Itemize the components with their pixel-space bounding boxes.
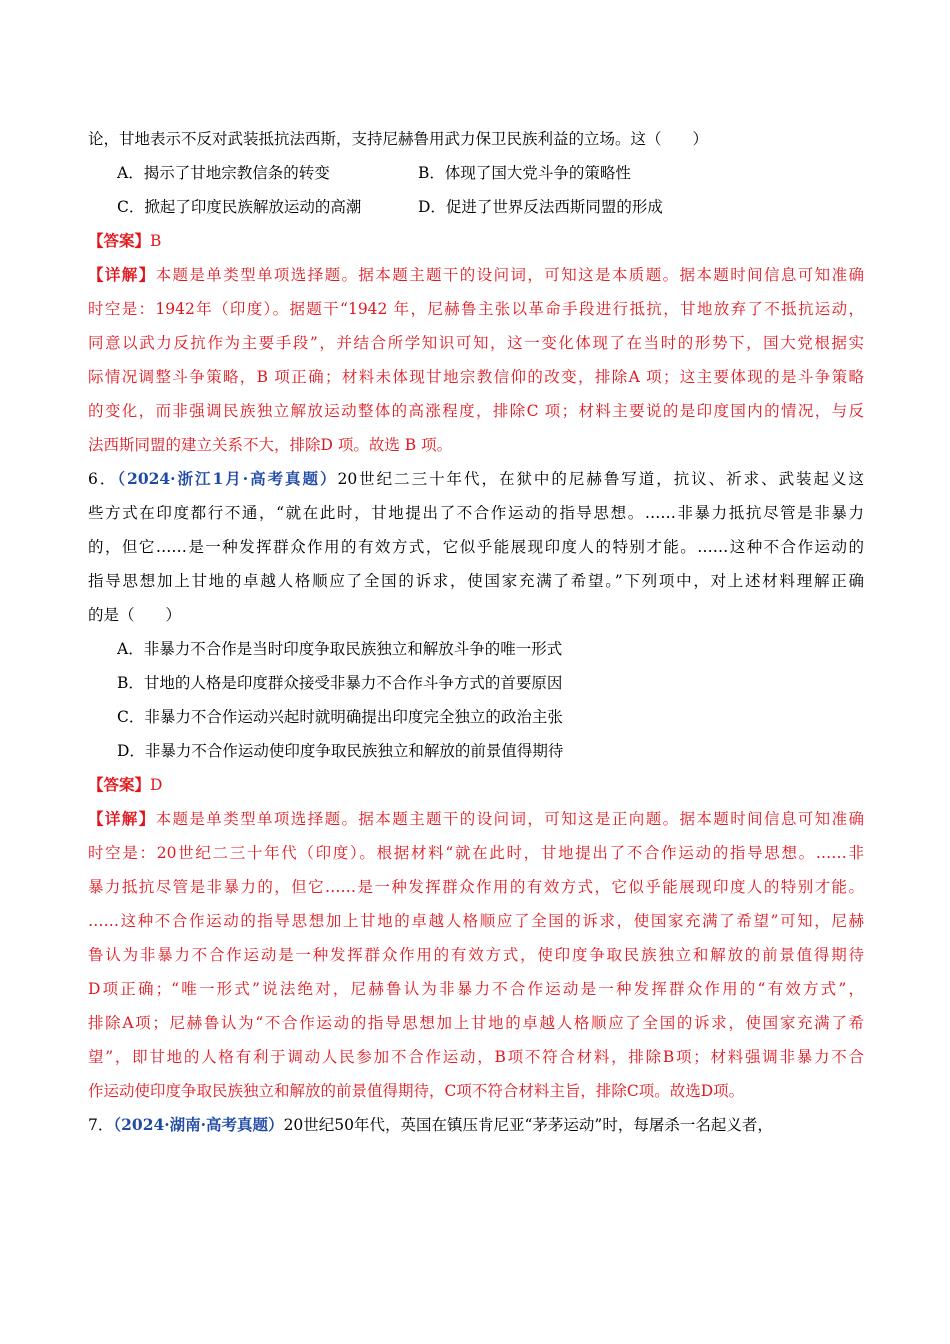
q5-detail-line: [88, 258, 864, 292]
q6-stem-line: 指导思想加上甘地的卓越人格顺应了全国的诉求，使国家充满了希望。”下列项中，对上述材料理解正确: [88, 572, 864, 590]
document-page: [88, 122, 864, 1142]
q7-number: 7．: [88, 1116, 114, 1134]
detail-label: 【详解】: [88, 265, 156, 284]
q6-option-a: A．非暴力不合作是当时印度争取民族独立和解放斗争的唯一形式: [117, 640, 563, 658]
q6-detail-line: 鲁认为非暴力不合作运动是一种发挥群众作用的有效方式，使印度争取民族独立和解放的前景值得期待: [88, 946, 864, 964]
q6-stem-line: 些方式在印度都行不通，“就在此时，甘地提出了不合作运动的指导思想。……非暴力抵抗尽管是非暴力: [88, 504, 864, 522]
answer-label: 【答案】: [88, 775, 151, 794]
q6-option-b: B．甘地的人格是印度群众接受非暴力不合作斗争方式的首要原因: [117, 674, 563, 692]
q7-stem-line: [88, 1108, 864, 1142]
answer-value: D: [150, 776, 163, 794]
q6-detail-line: 望”，即甘地的人格有利于调动人民参加不合作运动，B项不符合材料，排除B项；材料强调非暴力不合: [88, 1048, 864, 1066]
q6-stem-line: 的是（ ）: [88, 606, 182, 624]
q6-option-d: D．非暴力不合作运动使印度争取民族独立和解放的前景值得期待: [117, 742, 564, 760]
q5-option-a: A．揭示了甘地宗教信条的转变: [117, 164, 330, 182]
q6-number: 6．: [88, 470, 118, 488]
q6-stem-line: [88, 462, 864, 496]
q6-detail-line: D项正确；“唯一形式”说法绝对，尼赫鲁认为非暴力不合作运动是一种发挥群众作用的“有效方式”，: [88, 980, 864, 998]
q5-answer: [88, 224, 864, 258]
q6-detail-line: [88, 802, 864, 836]
q5-detail-line: 时空是：1942年（印度）。据题干“1942 年，尼赫鲁主张以革命手段进行抵抗，甘地放弃了不抵抗运动，: [88, 300, 864, 318]
q5-detail-line: 际情况调整斗争策略，B 项正确；材料未体现甘地宗教信仰的改变，排除A 项；这主要体现的是斗争策略: [88, 368, 864, 386]
q7-stem-text: 20世纪50年代，英国在镇压肯尼亚“茅茅运动”时，每屠杀一名起义者，: [283, 1116, 773, 1134]
q5-stem: 论，甘地表示不反对武装抵抗法西斯，支持尼赫鲁用武力保卫民族利益的立场。这（ ）: [88, 130, 709, 148]
q6-detail-line: 时空是：20世纪二三十年代（印度）。根据材料“就在此时，甘地提出了不合作运动的指导思想。……非: [88, 844, 864, 862]
q6-option-c: C．非暴力不合作运动兴起时就明确提出印度完全独立的政治主张: [117, 708, 563, 726]
q5-option-d: D．促进了世界反法西斯同盟的形成: [418, 198, 663, 216]
q6-answer: [88, 768, 864, 802]
detail-text: 本题是单类型单项选择题。据本题主题干的设问词，可知这是本质题。据本题时间信息可知准确: [155, 266, 864, 284]
q6-stem-line: 的，但它……是一种发挥群众作用的有效方式，它似乎能展现印度人的特别才能。……这种不合作运动的: [88, 538, 864, 556]
q6-detail-line: 作运动使印度争取民族独立和解放的前景值得期待，C项不符合材料主旨，排除C项。故选D项。: [88, 1082, 745, 1100]
q5-option-c: C．掀起了印度民族解放运动的高潮: [117, 198, 362, 216]
answer-label: 【答案】: [88, 231, 151, 250]
q6-source: （2024·浙江1月·高考真题）: [117, 469, 338, 488]
q6-stem-text: 20世纪二三十年代，在狱中的尼赫鲁写道，抗议、祈求、武装起义这: [337, 470, 864, 488]
q5-options-row-2: [88, 190, 864, 224]
detail-label: 【详解】: [88, 809, 156, 828]
q6-detail-line: 排除A项；尼赫鲁认为“不合作运动的指导思想加上甘地的卓越人格顺应了全国的诉求，使国家充满了希: [88, 1014, 864, 1032]
answer-value: B: [150, 232, 162, 250]
q6-detail-line: 暴力抵抗尽管是非暴力的，但它……是一种发挥群众作用的有效方式，它似乎能展现印度人的特别才能。: [88, 878, 864, 896]
detail-text: 本题是单类型单项选择题。据本题主题干的设问词，可知这是正向题。据本题时间信息可知准确: [155, 810, 864, 828]
q5-options-row-1: [88, 156, 864, 190]
q5-detail-line: 同意以武力反抗作为主要手段”，并结合所学知识可知，这一变化体现了在当时的形势下，国大党根据实: [88, 334, 864, 352]
q7-source: （2024·湖南·高考真题）: [113, 1115, 284, 1134]
q5-option-b: B．体现了国大党斗争的策略性: [418, 164, 631, 182]
q6-detail-line: ……这种不合作运动的指导思想加上甘地的卓越人格顺应了全国的诉求，使国家充满了希望”可知，尼赫: [88, 912, 864, 930]
q5-detail-line: 的变化，而非强调民族独立解放运动整体的高涨程度，排除C 项；材料主要说的是印度国内的情况，与反: [88, 402, 864, 420]
q5-detail-line: 法西斯同盟的建立关系不大，排除D 项。故选 B 项。: [88, 436, 453, 454]
